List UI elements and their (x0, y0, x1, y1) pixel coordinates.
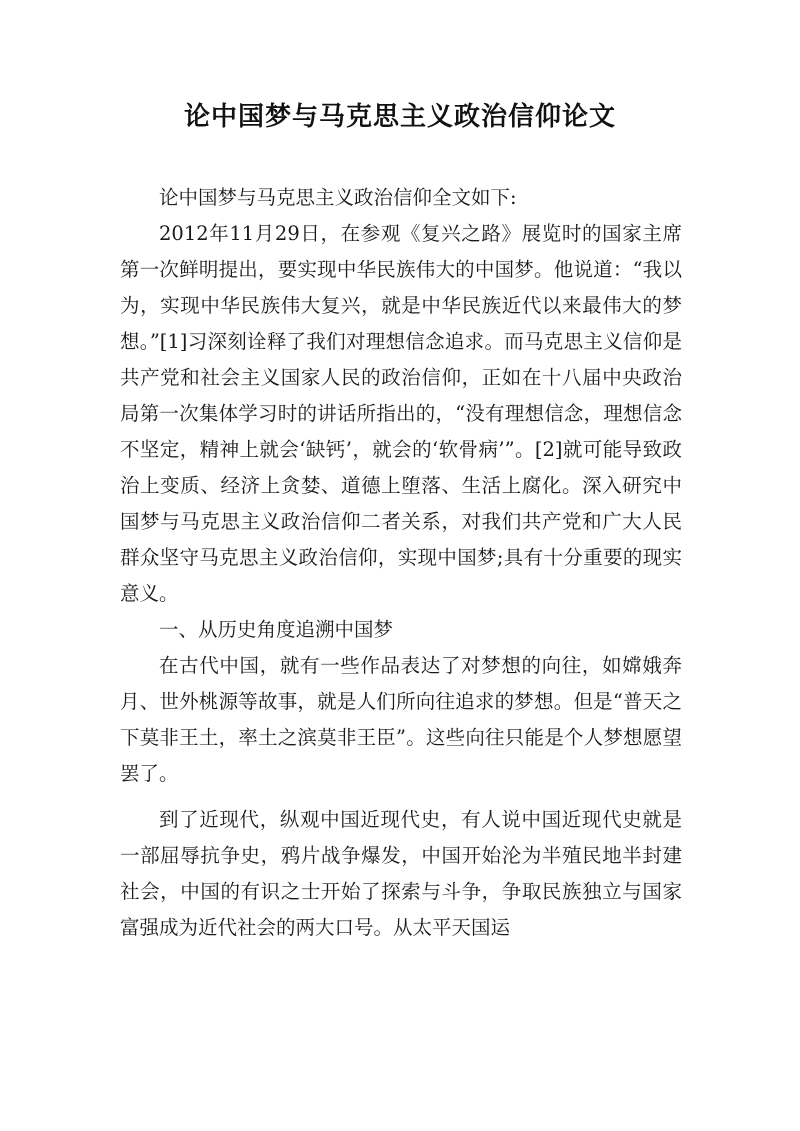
document-title: 论中国梦与马克思主义政治信仰论文 (183, 102, 616, 132)
section-heading-1: 一、从历史角度追溯中国梦 (159, 618, 394, 641)
document-body (120, 180, 682, 946)
body-paragraph-3: 到了近现代，纵观中国近现代史，有人说中国近现代史就是一部屈辱抗争史，鸦片战争爆发，中国开始沦为半殖民地半封建社会，中国的有识之士开始了探索与斗争，争取民族独立与国家富强成为近代社会的两大口号。从太平天国运 (120, 808, 682, 939)
intro-paragraph: 论中国梦与马克思主义政治信仰全文如下: (159, 186, 517, 209)
body-paragraph-1: 2012年11月29日，在参观《复兴之路》展览时的国家主席第一次鲜明提出，要实现中华民族伟大的中国梦。他说道：“我以为，实现中华民族伟大复兴，就是中华民族近代以来最伟大的梦想。”[1]习深刻诠释了我们对理想信念追求。而马克思主义信仰是共产党和社会主义国家人民的政治信仰，正如在十八届中央政治局第一次集体学习时的讲话所指出的，“没有理想信念，理想信念不坚定，精神上就会‘缺钙’，就会的‘软骨病’”。[2]就可能导致政治上变质、经济上贪婪、道德上堕落、生活上腐化。深入研究中国梦与马克思主义政治信仰二者关系，对我们共产党和广大人民群众坚守马克思主义政治信仰，实现中国梦;具有十分重要的现实意义。 (120, 222, 682, 605)
body-paragraph-2: 在古代中国，就有一些作品表达了对梦想的向往，如嫦娥奔月、世外桃源等故事，就是人们所向往追求的梦想。但是“普天之下莫非王土，率土之滨莫非王臣”。这些向往只能是个人梦想愿望罢了。 (120, 654, 682, 785)
